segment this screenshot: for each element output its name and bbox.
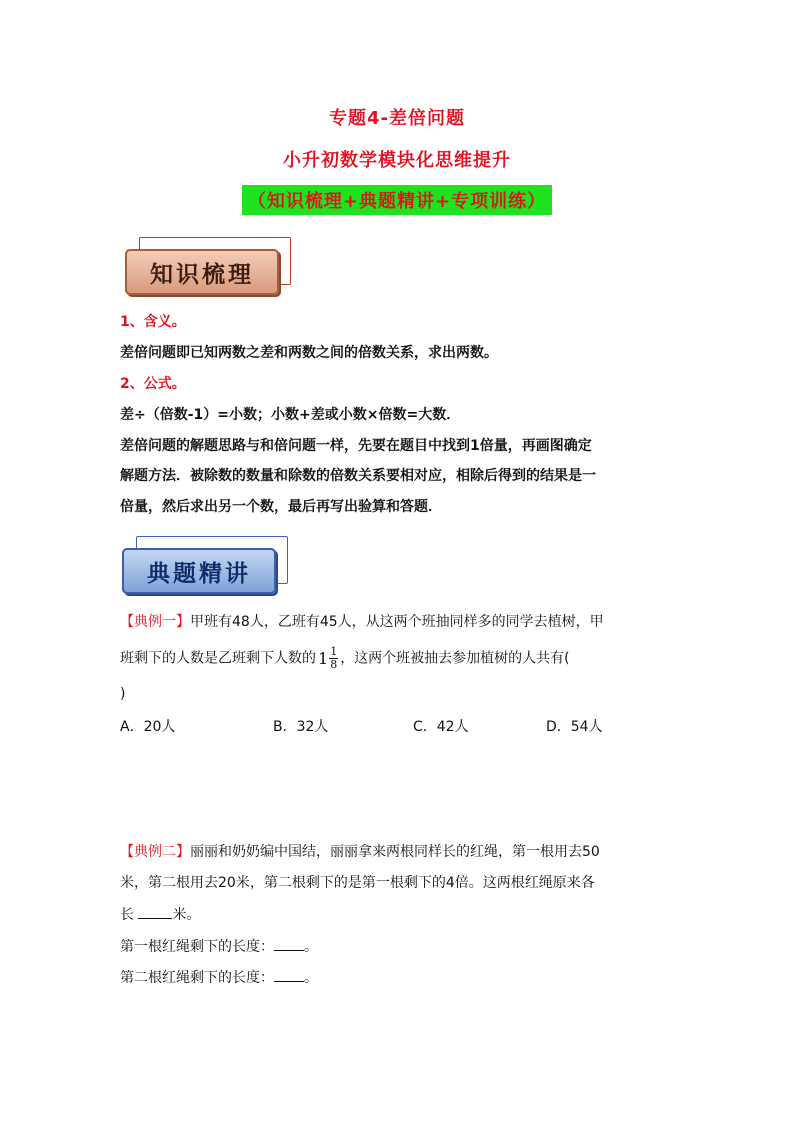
example-2-line-3 — [120, 904, 680, 925]
answer-blank[interactable] — [138, 904, 172, 919]
example-2-text: 丽丽和奶奶编中国结，丽丽拿来两根同样长的红绳，第一根用去50 — [190, 844, 600, 860]
answer-blank[interactable] — [274, 936, 304, 951]
heading-formula: 2、公式。 — [120, 376, 186, 392]
example-2-question-2 — [120, 967, 680, 988]
method-line-1: 差倍问题的解题思路与和倍问题一样，先要在题目中找到1倍量，再画图确定 — [120, 438, 592, 454]
mixed-fraction — [318, 646, 338, 671]
example-1-line-3: ) — [120, 686, 126, 702]
option-c: C．42人 — [413, 719, 469, 735]
meaning-text: 差倍问题即已知两数之差和两数之间的倍数关系，求出两数。 — [120, 345, 498, 361]
example-2-text-a: 长 — [120, 907, 134, 923]
badge-label: 知识梳理 — [125, 249, 279, 295]
doc-tagline: （知识梳理+典题精讲+专项训练） — [242, 185, 552, 215]
formula-text: 差÷（倍数-1）=小数；小数+差或小数×倍数=大数． — [120, 407, 461, 423]
option-a: A．20人 — [120, 719, 176, 735]
doc-subtitle: 小升初数学模块化思维提升 — [283, 150, 511, 171]
doc-title: 专题4-差倍问题 — [329, 108, 465, 129]
doc-tagline-wrap — [0, 185, 794, 215]
fraction-denominator: 8 — [330, 658, 338, 671]
question-2-text: 第二根红绳剩下的长度： — [120, 970, 274, 986]
example-1-tag: 【典例一】 — [120, 614, 190, 630]
method-line-3: 倍量，然后求出另一个数，最后再写出验算和答题． — [120, 499, 442, 515]
answer-blank[interactable] — [274, 967, 304, 982]
option-b: B．32人 — [273, 719, 329, 735]
example-1-text: 甲班有48人，乙班有45人，从这两个班抽同样多的同学去植树，甲 — [190, 614, 604, 630]
fraction-whole: 1 — [318, 648, 329, 668]
example-2-question-1 — [120, 936, 680, 957]
option-d: D．54人 — [546, 719, 603, 735]
example-1-text-a: 班剩下的人数是乙班剩下人数的 — [120, 650, 316, 667]
example-1-line-1 — [120, 612, 680, 632]
example-1-text-b: ，这两个班被抽去参加植树的人共有( — [340, 650, 570, 667]
fraction-numerator: 1 — [330, 645, 338, 658]
example-2-line-2: 米，第二根用去20米，第二根剩下的是第一根剩下的4倍。这两根红绳原来各 — [120, 875, 595, 891]
heading-meaning: 1、含义。 — [120, 314, 186, 330]
method-line-2: 解题方法．被除数的数量和除数的倍数关系要相对应，相除后得到的结果是一 — [120, 468, 596, 484]
example-2-text-b: 米。 — [172, 907, 201, 923]
question-2-end: 。 — [304, 970, 318, 986]
question-1-end: 。 — [304, 939, 318, 955]
example-1-line-2 — [120, 646, 680, 671]
example-2-tag: 【典例二】 — [120, 844, 190, 860]
badge-label: 典题精讲 — [122, 548, 276, 594]
question-1-text: 第一根红绳剩下的长度： — [120, 939, 274, 955]
example-2-line-1 — [120, 842, 680, 862]
